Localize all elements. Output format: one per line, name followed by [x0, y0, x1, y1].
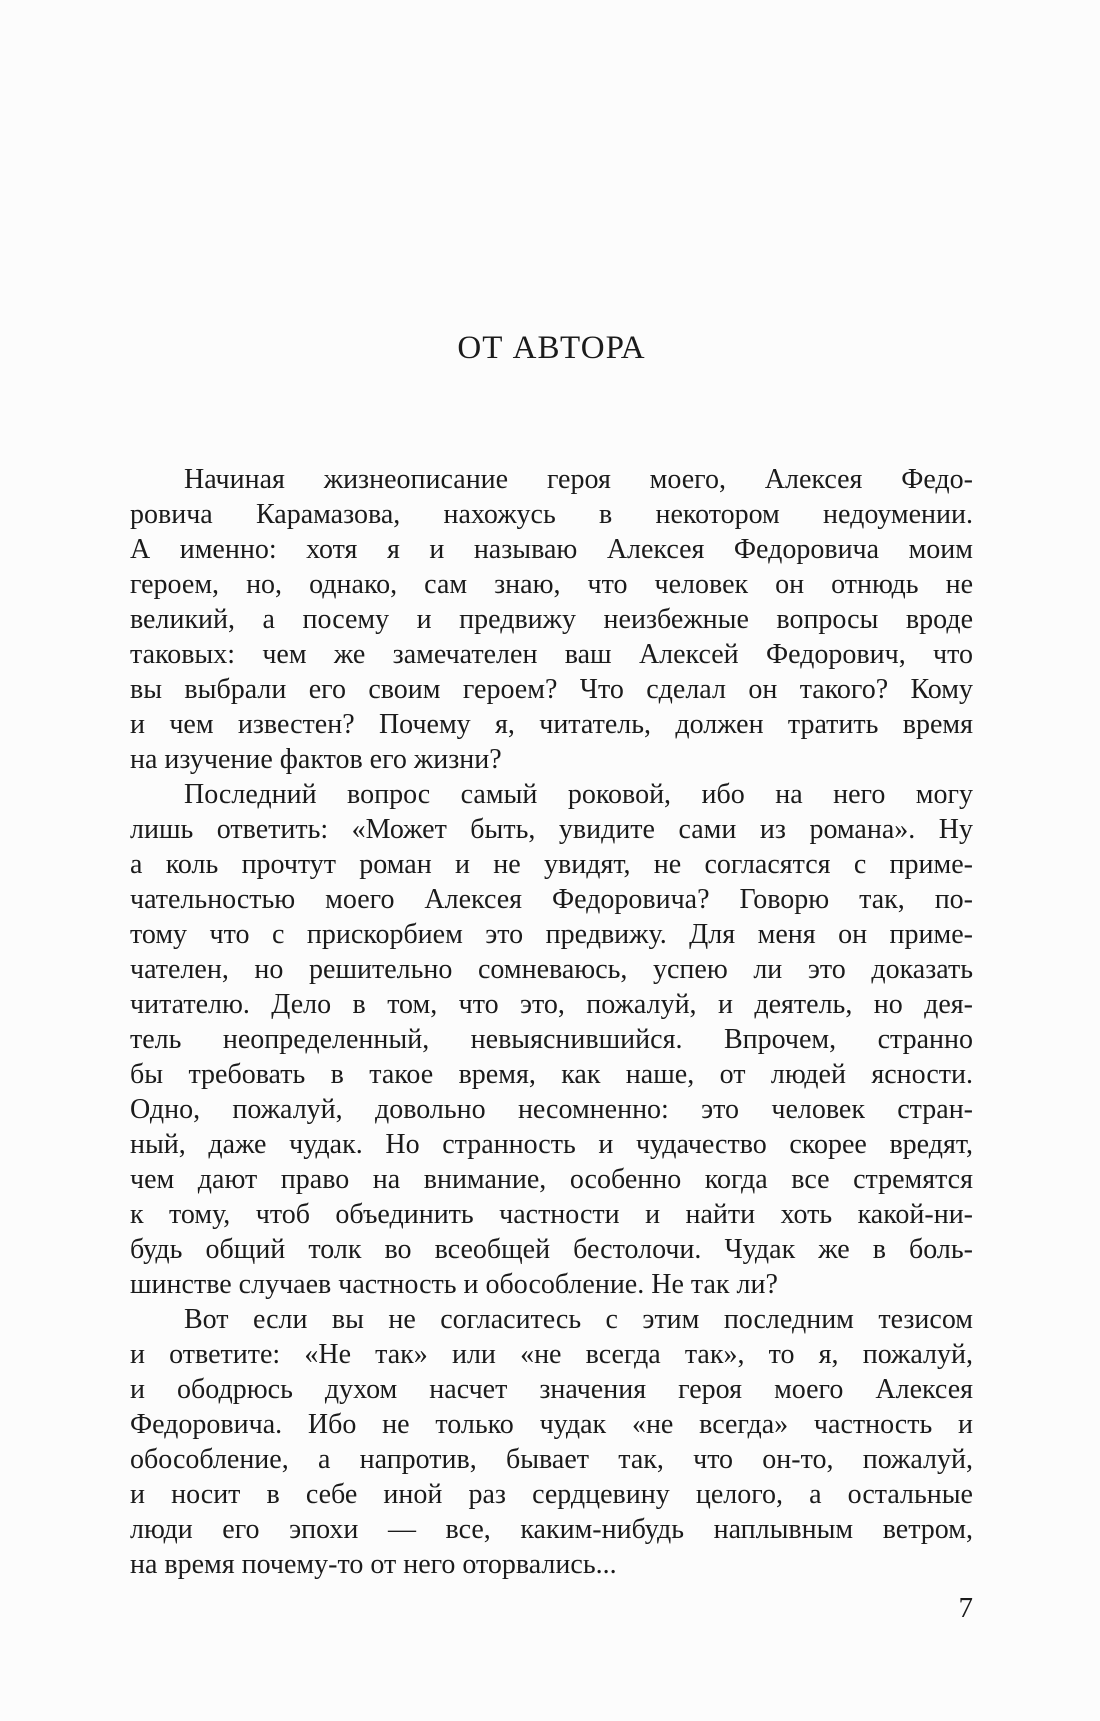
text-line: великий, а посему и предвижу неизбежные вопросы вроде — [130, 604, 973, 635]
paragraph — [130, 462, 973, 777]
text-line: таковых: чем же замечателен ваш Алексей Федорович, что — [130, 639, 973, 670]
text-line: будь общий толк во всеобщей бестолочи. Чудак же в боль- — [130, 1234, 973, 1265]
text-line: шинстве случаев частность и обособление. Не так ли? — [130, 1269, 778, 1300]
paragraph — [130, 777, 973, 1302]
text-line: чем дают право на внимание, особенно когда все стремятся — [130, 1164, 973, 1195]
text-line: и ответите: «Не так» или «не всегда так», то я, пожалуй, — [130, 1339, 973, 1370]
text-line: к тому, чтоб объединить частности и найти хоть какой-ни- — [130, 1199, 973, 1230]
text-line: бы требовать в такое время, как наше, от людей ясности. — [130, 1059, 973, 1090]
text-line: героем, но, однако, сам знаю, что человек он отнюдь не — [130, 569, 973, 600]
text-line: на изучение фактов его жизни? — [130, 744, 502, 775]
paragraph — [130, 1302, 973, 1582]
text-line: Последний вопрос самый роковой, ибо на него могу — [184, 779, 973, 810]
chapter-title: ОТ АВТОРА — [457, 330, 646, 366]
text-line: вы выбрали его своим героем? Что сделал он такого? Кому — [130, 674, 973, 705]
text-line: обособление, а напротив, бывает так, что он-то, пожалуй, — [130, 1444, 973, 1475]
text-line: чателен, но решительно сомневаюсь, успею ли это доказать — [130, 954, 973, 985]
text-line: и носит в себе иной раз сердцевину целого, а остальные — [130, 1479, 973, 1510]
page-number: 7 — [958, 1592, 973, 1624]
text-line: ровича Карамазова, нахожусь в некотором недоумении. — [130, 499, 973, 530]
text-line: читателю. Дело в том, что это, пожалуй, и деятель, но дея- — [130, 989, 973, 1020]
text-line: тель неопределенный, невыяснившийся. Впрочем, странно — [130, 1024, 973, 1055]
text-line: тому что с прискорбием это предвижу. Для меня он приме- — [130, 919, 973, 950]
text-line: на время почему-то от него оторвались... — [130, 1549, 617, 1580]
text-line: а коль прочтут роман и не увидят, не согласятся с приме- — [130, 849, 973, 880]
text-line: Вот если вы не согласитесь с этим последним тезисом — [184, 1304, 973, 1335]
body-text — [130, 462, 973, 1582]
text-line: и ободрюсь духом насчет значения героя моего Алексея — [130, 1374, 973, 1405]
text-line: и чем известен? Почему я, читатель, должен тратить время — [130, 709, 973, 740]
text-line: чательностью моего Алексея Федоровича? Говорю так, по- — [130, 884, 973, 915]
text-line: ный, даже чудак. Но странность и чудачество скорее вредят, — [130, 1129, 973, 1160]
text-line: Федоровича. Ибо не только чудак «не всегда» частность и — [130, 1409, 973, 1440]
text-line: Начиная жизнеописание героя моего, Алексея Федо- — [184, 464, 973, 495]
text-line: лишь ответить: «Может быть, увидите сами из романа». Ну — [130, 814, 973, 845]
text-line: люди его эпохи — все, каким-нибудь наплывным ветром, — [130, 1514, 973, 1545]
text-line: Одно, пожалуй, довольно несомненно: это человек стран- — [130, 1094, 973, 1125]
text-line: А именно: хотя я и называю Алексея Федоровича моим — [130, 534, 973, 565]
